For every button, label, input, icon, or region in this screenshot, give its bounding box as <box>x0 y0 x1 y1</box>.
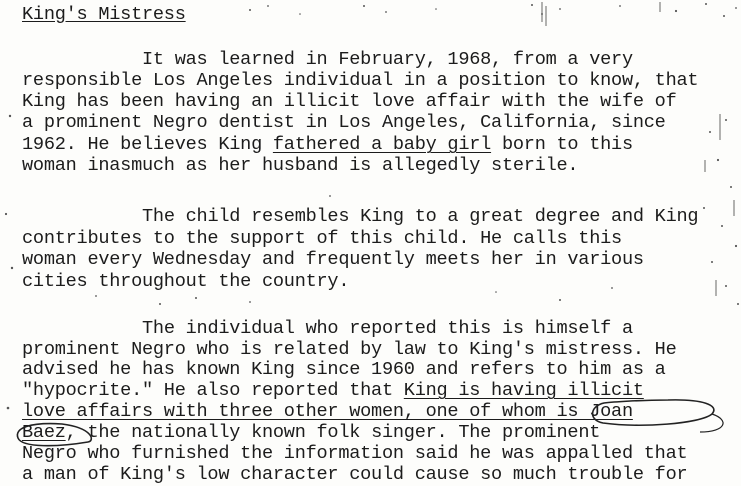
underlined-phrase: Baez <box>22 422 66 443</box>
p3-line-2: prominent Negro who is related by law to King's mistress. He <box>22 339 677 360</box>
underlined-phrase: King is having illicit <box>403 380 644 401</box>
p1-line-1: It was learned in February, 1968, from a very <box>142 49 633 70</box>
p3-line-8: a man of King's low character could cause so much trouble for <box>22 464 688 485</box>
p2-line-3: woman every Wednesday and frequently meets her in various <box>22 249 644 270</box>
p2-line-1: The child resembles King to a great degree and King <box>142 206 699 227</box>
text-segment: "hypocrite." He also reported that <box>22 380 404 401</box>
p3-line-1: The individual who reported this is himself a <box>142 318 633 339</box>
heading: King's Mistress <box>22 4 186 25</box>
p3-line-3: advised he has known King since 1960 and refers to him as a <box>22 359 666 380</box>
p1-line-2: responsible Los Angeles individual in a position to know, that <box>22 70 699 91</box>
underlined-phrase: love affairs with three other women, one of whom is Joan <box>22 401 633 422</box>
p3-line-7: Negro who furnished the information said he was appalled that <box>22 443 688 464</box>
underlined-phrase: fathered a baby girl <box>272 134 492 155</box>
p1-line-5 <box>22 134 633 155</box>
p3-line-6 <box>22 422 600 443</box>
text-segment: born to this <box>491 134 633 155</box>
hand-drawn-connector-mark <box>700 414 723 432</box>
p1-line-6: woman inasmuch as her husband is allegedly sterile. <box>22 155 579 176</box>
text-segment: 1962. He believes King <box>22 134 273 155</box>
p3-line-4 <box>22 380 644 401</box>
text-segment: , the nationally known folk singer. The prominent <box>65 422 601 443</box>
p2-line-4: cities throughout the country. <box>22 271 350 292</box>
p3-line-5 <box>22 401 633 422</box>
p1-line-3: King has been having an illicit love affair with the wife of <box>22 91 677 112</box>
p1-line-4: a prominent Negro dentist in Los Angeles, California, since <box>22 112 666 133</box>
p2-line-2: contributes to the support of this child. He calls this <box>22 228 622 249</box>
